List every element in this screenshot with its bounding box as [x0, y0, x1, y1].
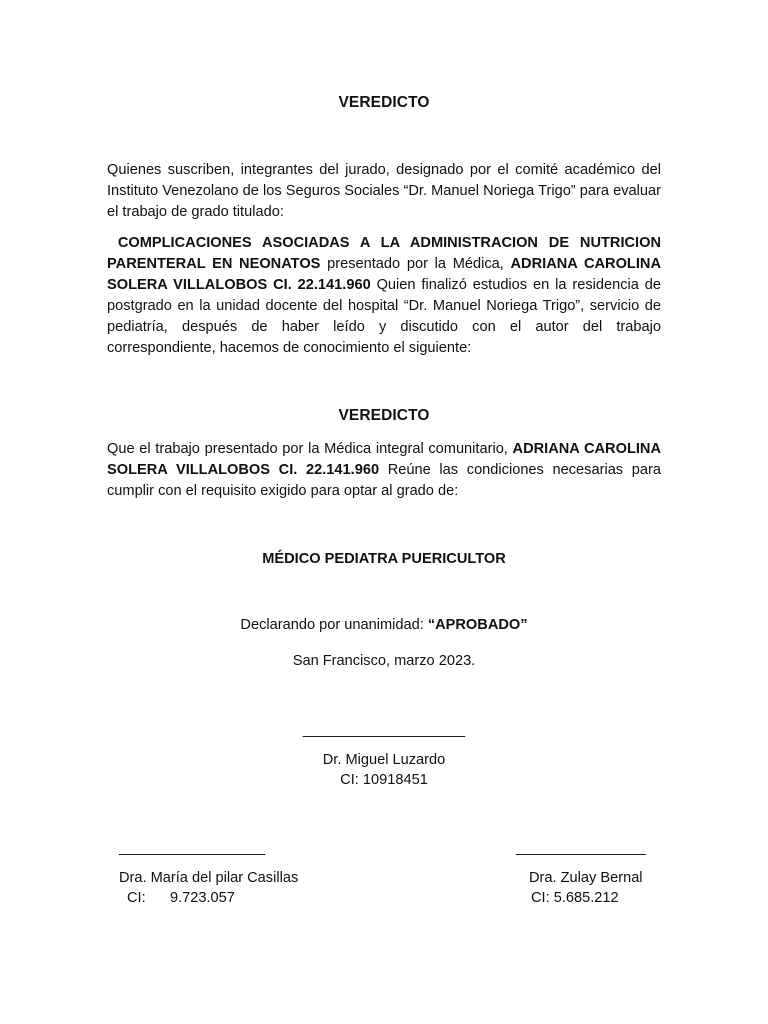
verdict-paragraph [107, 439, 661, 502]
signatory-right-name: Dra. Zulay Bernal [529, 870, 643, 886]
signature-line-center: ____________________ [302, 722, 466, 738]
signatory-right-id: CI: 5.685.212 [531, 890, 619, 906]
signatory-center-name: Dr. Miguel Luzardo [322, 752, 446, 768]
document-title: VEREDICTO [338, 94, 430, 111]
place-date: San Francisco, marzo 2023. [292, 653, 476, 669]
signatory-left-name: Dra. María del pilar Casillas [119, 870, 299, 886]
presented-by-text: presentado por la Médica, [320, 256, 511, 272]
signatory-center-id: CI: 10918451 [340, 772, 428, 788]
verdict-rest-text: Reúne las condiciones necesarias para cumplir con el requisito exigido para optar al grado de: [107, 462, 661, 499]
signatory-left-id: CI: 9.723.057 [127, 890, 235, 906]
degree-title: MÉDICO PEDIATRA PUERICULTOR [262, 551, 506, 567]
thesis-title: COMPLICACIONES ASOCIADAS A LA ADMINISTRACION DE NUTRICION PARENTERAL EN NEONATOS [107, 235, 662, 272]
declaration [0, 615, 768, 636]
verdict-heading: VEREDICTO [338, 407, 430, 424]
thesis-paragraph [107, 233, 661, 359]
declaration-text: Declarando por unanimidad: [240, 617, 428, 633]
signature-line-left: __________________ [119, 840, 266, 856]
verdict-start-text: Que el trabajo presentado por la Médica integral comunitario, [107, 441, 513, 457]
intro-paragraph: Quienes suscriben, integrantes del jurado, designado por el comité académico del Instituto Venezolano de los Seguros Sociales “Dr. Manuel Noriega Trigo” para evaluar el trabajo de grado titulado: [107, 162, 661, 220]
verdict-author: ADRIANA CAROLINA SOLERA VILLALOBOS CI. 22.141.960 [107, 441, 661, 478]
thesis-rest-text: Quien finalizó estudios en la residencia de postgrado en la unidad docente del hospital “Dr. Manuel Noriega Trigo”, servicio de pediatría, después de haber leído y discutido con el autor del trabajo correspondiente, hacemos de conocimiento el siguiente: [107, 277, 662, 356]
declaration-result: “APROBADO” [427, 617, 528, 633]
thesis-author: ADRIANA CAROLINA SOLERA VILLALOBOS CI. 22.141.960 [107, 256, 661, 293]
signature-line-right: ________________ [516, 840, 646, 856]
